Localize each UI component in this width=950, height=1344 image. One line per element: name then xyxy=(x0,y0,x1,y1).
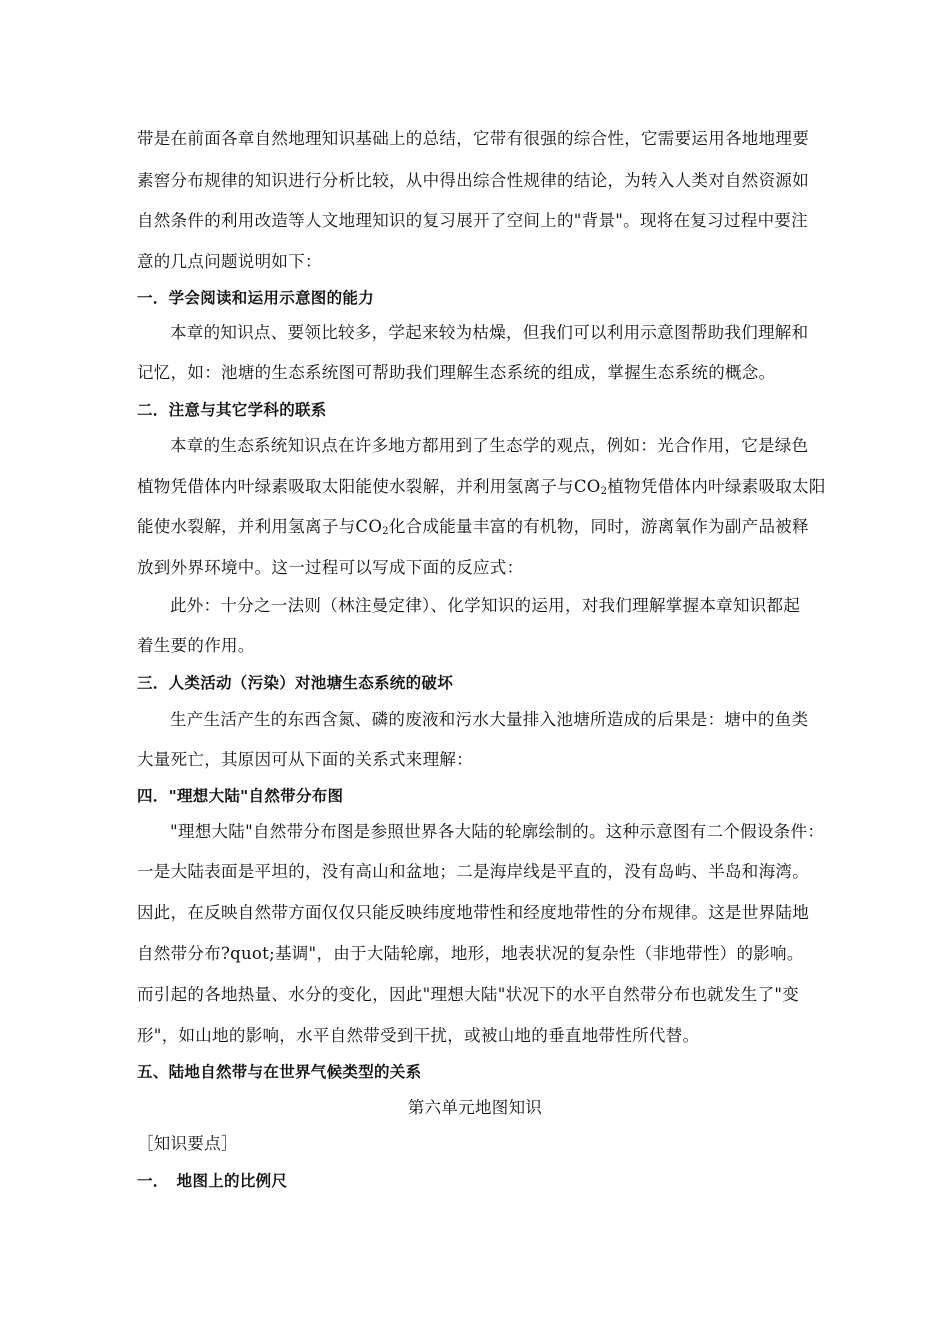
paragraph-line: 生产生活产生的东西含氮、磷的废液和污水大量排入池塘所造成的后果是：塘中的鱼类 xyxy=(170,710,809,729)
text-segment: 能使水裂解，并利用氢离子与 xyxy=(137,517,356,536)
paragraph-line: 本章的知识点、要领比较多，学起来较为枯燥，但我们可以利用示意图帮助我们理解和 xyxy=(170,323,809,342)
paragraph-line xyxy=(137,477,826,502)
text-segment: 植物凭借体内叶绿素吸取太阳能使水裂解，并利用氢离子与 xyxy=(137,477,574,496)
co2-formula: $CO_2$ xyxy=(355,517,389,537)
paragraph-line: 素窖分布规律的知识进行分析比较，从中得出综合性规律的结论，为转入人类对自然资源如 xyxy=(137,171,809,190)
paragraph-line: 此外：十分之一法则（林注曼定律）、化学知识的运用，对我们理解掌握本章知识都起 xyxy=(170,596,801,615)
paragraph-line: 记忆，如：池塘的生态系统图可帮助我们理解生态系统的组成，掌握生态系统的概念。 xyxy=(137,363,776,382)
section-heading-3: 三．人类活动（污染）对池塘生态系统的破坏 xyxy=(137,674,454,692)
paragraph-line: 本章的生态系统知识点在许多地方都用到了生态学的观点，例如：光合作用，它是绿色 xyxy=(170,436,809,455)
co2-formula: $CO_2$ xyxy=(573,477,608,497)
paragraph-line: 带是在前面各章自然地理知识基础上的总结，它带有很强的综合性，它需要运用各地地理要 xyxy=(137,129,809,148)
paragraph-line: 自然条件的利用改造等人文地理知识的复习展开了空间上的"背景"。现将在复习过程中要注 xyxy=(137,211,808,230)
paragraph-line: 意的几点问题说明如下： xyxy=(137,252,322,271)
text-segment: 化合成能量丰富的有机物，同时，游离氧作为副产品被释 xyxy=(388,517,809,536)
paragraph-line xyxy=(137,517,817,542)
paragraph-line: 大量死亡，其原因可从下面的关系式来理解： xyxy=(137,750,473,769)
paragraph-line: "理想大陆"自然带分布图是参照世界各大陆的轮廓绘制的。这种示意图有二个假设条件： xyxy=(170,822,825,841)
paragraph-line: 放到外界环境中。这一过程可以写成下面的反应式： xyxy=(137,558,524,577)
paragraph-line: 形"，如山地的影响，水平自然带受到干扰，或被山地的垂直地带性所代替。 xyxy=(137,1026,700,1045)
section-heading-4: 四．"理想大陆"自然带分布图 xyxy=(137,787,344,805)
paragraph-line: 自然带分布?quot;基调"，由于大陆轮廓，地形，地表状况的复杂性（非地带性）的影响。 xyxy=(137,944,804,963)
paragraph-line: 因此，在反映自然带方面仅仅只能反映纬度地带性和经度地带性的分布规律。这是世界陆地 xyxy=(137,903,809,922)
paragraph-line: 着生要的作用。 xyxy=(137,636,255,655)
unit-title: 第六单元地图知识 xyxy=(407,1098,543,1117)
paragraph-line: 而引起的各地热量、水分的变化，因此"理想大陆"状况下的水平自然带分布也就发生了"变 xyxy=(137,985,800,1004)
paragraph-line: 一是大陆表面是平坦的，没有高山和盆地；二是海岸线是平直的，没有岛屿、半岛和海湾。 xyxy=(137,862,809,881)
knowledge-points-label: ［知识要点］ xyxy=(137,1134,238,1153)
section-heading-2: 二．注意与其它学科的联系 xyxy=(137,401,327,419)
section-heading-5: 五、陆地自然带与在世界气候类型的关系 xyxy=(137,1063,422,1081)
section-heading-1: 一．学会阅读和运用示意图的能力 xyxy=(137,289,375,307)
text-segment: 植物凭借体内叶绿素吸取太阳 xyxy=(607,477,826,496)
section-heading-scale: 一． 地图上的比例尺 xyxy=(137,1172,288,1190)
